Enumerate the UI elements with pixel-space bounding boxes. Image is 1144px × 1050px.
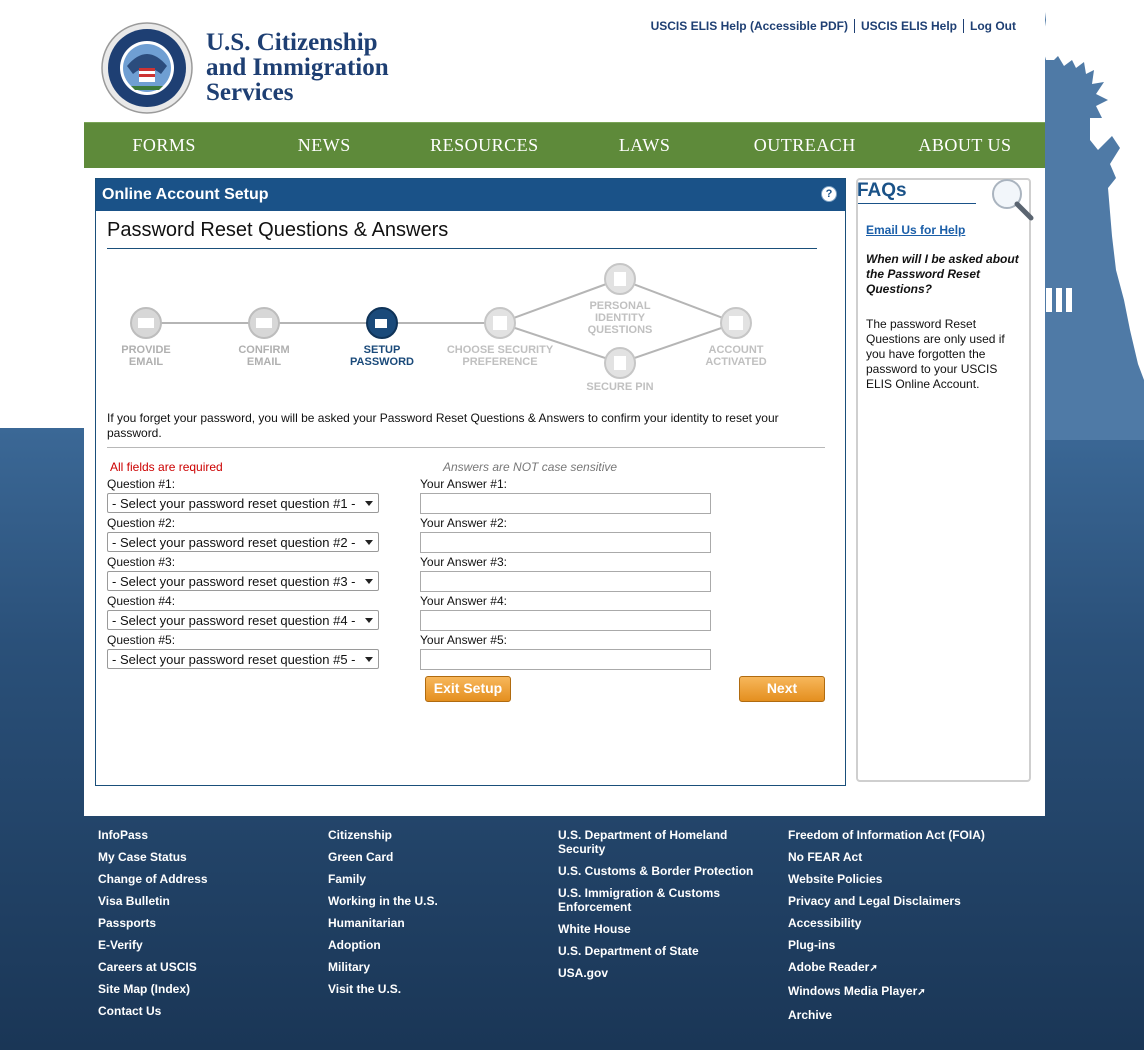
page-title: Password Reset Questions & Answers	[107, 219, 449, 241]
progress-tracker	[96, 259, 845, 399]
chevron-down-icon	[365, 618, 373, 623]
email-help-link[interactable]: Email Us for Help	[866, 223, 966, 237]
step-label: PASSWORD	[350, 356, 414, 368]
step-label: CONFIRM	[238, 344, 290, 356]
answer-5-input[interactable]	[420, 649, 711, 670]
footer-link[interactable]: E-Verify	[98, 938, 143, 952]
footer-link[interactable]: Adoption	[328, 938, 381, 952]
external-link-icon: ➚	[917, 987, 926, 998]
question-label: Question #3:	[107, 555, 176, 569]
footer-link[interactable]: Change of Address	[98, 872, 208, 886]
footer-link[interactable]: Visit the U.S.	[328, 982, 402, 996]
nav-laws[interactable]: LAWS	[618, 135, 671, 155]
nav-forms[interactable]: FORMS	[132, 135, 196, 155]
question-1-select[interactable]	[107, 493, 379, 513]
panel-header	[96, 179, 845, 211]
choose-icon	[493, 316, 507, 330]
footer-link-label: Adobe Reader	[788, 960, 870, 974]
step-label: QUESTIONS	[587, 324, 653, 336]
footer-link-external[interactable]	[788, 960, 1008, 976]
nav-resources[interactable]: RESOURCES	[430, 135, 539, 155]
question-select-value: - Select your password reset question #1 -	[112, 496, 356, 511]
footer-link[interactable]: Citizenship	[328, 828, 393, 842]
main-nav	[84, 122, 1045, 168]
elis-help-pdf-link[interactable]: USCIS ELIS Help (Accessible PDF)	[645, 19, 855, 33]
footer-link[interactable]: Website Policies	[788, 872, 883, 886]
footer-link[interactable]: White House	[558, 922, 631, 936]
footer-link[interactable]: Visa Bulletin	[98, 894, 170, 908]
footer-link[interactable]: Passports	[98, 916, 157, 930]
question-label: Question #2:	[107, 516, 176, 530]
answer-label: Your Answer #3:	[420, 555, 507, 569]
logout-link[interactable]: Log Out	[970, 19, 1016, 33]
faq-question: When will I be asked about the Password Reset Questions?	[866, 252, 1019, 296]
title-divider	[107, 248, 817, 249]
step-label: SETUP	[363, 344, 401, 356]
step-label: SECURE PIN	[586, 381, 654, 393]
agency-name-line: Services	[206, 79, 294, 106]
question-label: Question #5:	[107, 633, 176, 647]
step-identity-questions	[588, 264, 653, 336]
step-choose-security	[447, 308, 554, 368]
next-button[interactable]: Next	[739, 676, 825, 702]
question-select-value: - Select your password reset question #5 -	[112, 652, 356, 667]
case-note: Answers are NOT case sensitive	[443, 460, 618, 474]
chevron-down-icon	[365, 579, 373, 584]
help-icon[interactable]: ?	[821, 186, 837, 202]
footer-link[interactable]: Family	[328, 872, 367, 886]
footer-link[interactable]: Archive	[788, 1008, 833, 1022]
footer-link[interactable]: Careers at USCIS	[98, 960, 197, 974]
mail-icon	[138, 318, 154, 328]
answer-1-input[interactable]	[420, 493, 711, 514]
step-label: ACTIVATED	[705, 356, 767, 368]
footer-link-external[interactable]	[788, 984, 1008, 1000]
footer-link[interactable]: Working in the U.S.	[328, 894, 438, 908]
footer-link[interactable]: Humanitarian	[328, 916, 405, 930]
external-link-icon: ➚	[869, 963, 878, 974]
step-account-activated	[705, 308, 766, 368]
chevron-down-icon	[365, 501, 373, 506]
elis-help-link[interactable]: USCIS ELIS Help	[855, 19, 964, 33]
footer-link[interactable]: Freedom of Information Act (FOIA)	[788, 828, 985, 842]
identity-icon	[614, 272, 626, 286]
account-setup-panel	[95, 178, 846, 786]
answer-label: Your Answer #1:	[420, 477, 507, 491]
step-label: PROVIDE	[121, 344, 171, 356]
footer-col-2	[328, 828, 548, 1004]
footer-link[interactable]: U.S. Department of State	[558, 944, 699, 958]
footer-link[interactable]: No FEAR Act	[788, 850, 863, 864]
nav-news[interactable]: NEWS	[297, 135, 351, 155]
step-label: IDENTITY	[594, 312, 646, 324]
account-icon	[729, 316, 743, 330]
question-3-select[interactable]	[107, 571, 379, 591]
answer-label: Your Answer #5:	[420, 633, 507, 647]
footer-link[interactable]: U.S. Customs & Border Protection	[558, 864, 754, 878]
question-select-value: - Select your password reset question #4 -	[112, 613, 356, 628]
footer-link[interactable]: Accessibility	[788, 916, 862, 930]
answer-2-input[interactable]	[420, 532, 711, 553]
step-provide-email	[121, 308, 171, 368]
answer-4-input[interactable]	[420, 610, 711, 631]
footer-link[interactable]: U.S. Department of Homeland Security	[558, 828, 728, 856]
step-setup-password	[350, 308, 414, 368]
agency-name-line: U.S. Citizenship	[206, 29, 378, 56]
footer-col-4	[788, 828, 1008, 1030]
faq-title: FAQs	[857, 180, 907, 201]
agency-name	[206, 30, 436, 105]
lock-icon	[375, 319, 387, 328]
step-label: PERSONAL	[589, 300, 651, 312]
footer-link[interactable]: Site Map (Index)	[98, 982, 191, 996]
faq-answer: The password Reset Questions are only used if you have forgotten the password to your USCIS ELIS Online Account.	[866, 317, 1005, 391]
step-label: ACCOUNT	[708, 344, 764, 356]
footer-link[interactable]: U.S. Immigration & Customs Enforcement	[558, 886, 721, 914]
step-label: EMAIL	[246, 356, 282, 368]
footer-link[interactable]: Green Card	[328, 850, 394, 864]
question-5-select[interactable]	[107, 649, 379, 669]
footer-link[interactable]: My Case Status	[98, 850, 187, 864]
footer-link[interactable]: Privacy and Legal Disclaimers	[788, 894, 961, 908]
step-confirm-email	[238, 308, 289, 368]
question-label: Question #4:	[107, 594, 176, 608]
footer-link-label: Windows Media Player	[788, 984, 918, 998]
intro-text: If you forget your password, you will be asked your Password Reset Questions & Answers to confirm your identity to reset your password.	[107, 411, 779, 440]
question-select-value: - Select your password reset question #3 -	[112, 574, 356, 589]
step-label: PREFERENCE	[462, 356, 538, 368]
nav-outreach[interactable]: OUTREACH	[753, 135, 856, 155]
answer-label: Your Answer #2:	[420, 516, 507, 530]
mail-check-icon	[256, 318, 272, 328]
required-note: All fields are required	[110, 460, 223, 474]
faq-sidebar	[856, 178, 1031, 782]
chevron-down-icon	[365, 540, 373, 545]
footer-col-1	[98, 828, 318, 1026]
question-2-select[interactable]	[107, 532, 379, 552]
footer-link[interactable]: USA.gov	[558, 966, 609, 980]
page-container	[84, 0, 1045, 816]
footer-link[interactable]: Plug-ins	[788, 938, 836, 952]
nav-about-us[interactable]: ABOUT US	[918, 135, 1012, 155]
footer-col-3	[558, 828, 778, 988]
keypad-icon	[614, 356, 626, 370]
footer-link[interactable]: Military	[328, 960, 371, 974]
footer-link[interactable]: InfoPass	[98, 828, 149, 842]
answer-3-input[interactable]	[420, 571, 711, 592]
question-4-select[interactable]	[107, 610, 379, 630]
step-label: CHOOSE SECURITY	[446, 344, 554, 356]
step-label: EMAIL	[128, 356, 164, 368]
utility-links	[645, 19, 1016, 33]
chevron-down-icon	[365, 657, 373, 662]
faq-divider	[858, 203, 976, 204]
question-select-value: - Select your password reset question #2 -	[112, 535, 356, 550]
footer-link[interactable]: Contact Us	[98, 1004, 162, 1018]
dhs-seal-logo	[101, 22, 193, 114]
answer-label: Your Answer #4:	[420, 594, 507, 608]
exit-setup-button[interactable]: Exit Setup	[425, 676, 511, 702]
agency-name-line: and Immigration	[206, 54, 389, 81]
magnifier-icon	[989, 178, 1035, 222]
intro-divider	[107, 447, 825, 448]
panel-header-title: Online Account Setup	[102, 186, 269, 203]
question-label: Question #1:	[107, 477, 176, 491]
